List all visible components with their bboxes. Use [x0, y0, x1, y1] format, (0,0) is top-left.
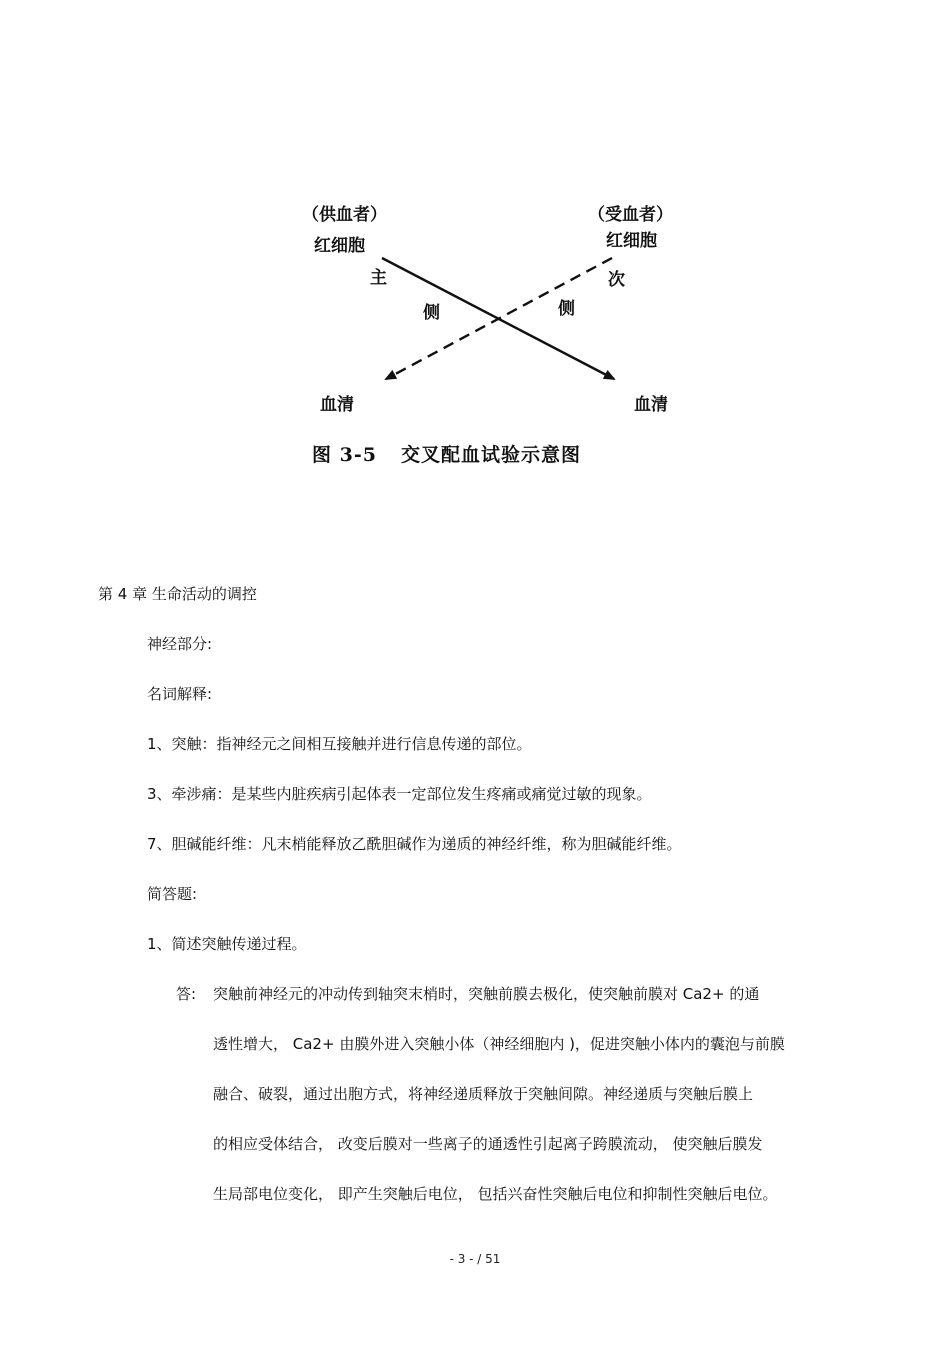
recipient-cells-label: 红细胞 — [606, 231, 657, 251]
chapter-title: 第 4 章 生命活动的调控 — [98, 585, 257, 603]
term-referred-pain: 3、牵涉痛：是某些内脏疾病引起体表一定部位发生疼痛或痛觉过敏的现象。 — [147, 785, 652, 803]
term-cholinergic-fiber: 7、胆碱能纤维：凡末梢能释放乙酰胆碱作为递质的神经纤维，称为胆碱能纤维。 — [147, 835, 682, 853]
crossmatch-figure — [290, 190, 710, 480]
answer-line: 生局部电位变化， 即产生突触后电位， 包括兴奋性突触后电位和抑制性突触后电位。 — [213, 1185, 778, 1203]
minor-label: 次 — [608, 270, 625, 290]
side-label-right: 侧 — [558, 299, 575, 319]
figure-caption — [312, 440, 581, 467]
side-label-left: 侧 — [423, 303, 440, 323]
figure-number: 图 3-5 — [312, 444, 377, 466]
major-label: 主 — [370, 268, 387, 288]
recipient-label: （受血者） — [588, 205, 673, 225]
donor-label: （供血者） — [302, 205, 387, 225]
answer-line: 融合、破裂，通过出胞方式，将神经递质释放于突触间隙。神经递质与突触后膜上 — [213, 1085, 754, 1103]
question-1: 1、简述突触传递过程。 — [147, 935, 307, 953]
answer-line: 透性增大， Ca2+ 由膜外进入突触小体（神经细胞内 )，促进突触小体内的囊泡与前膜 — [213, 1035, 785, 1053]
section-heading-neuro: 神经部分: — [147, 635, 213, 653]
answer-label: 答: — [176, 985, 197, 1003]
page-number: - 3 - / 51 — [449, 1252, 501, 1266]
section-heading-short-answer: 简答题: — [147, 885, 198, 903]
serum-label-left: 血清 — [320, 395, 354, 415]
figure-title: 交叉配血试验示意图 — [400, 444, 581, 466]
term-synapse: 1、突触：指神经元之间相互接触并进行信息传递的部位。 — [147, 735, 532, 753]
section-heading-terms: 名词解释: — [147, 685, 213, 703]
serum-label-right: 血清 — [634, 395, 668, 415]
answer-line: 突触前神经元的冲动传到轴突末梢时，突触前膜去极化，使突触前膜对 Ca2+ 的通 — [213, 985, 760, 1003]
answer-line: 的相应受体结合， 改变后膜对一些离子的通透性引起离子跨膜流动， 使突触后膜发 — [213, 1135, 763, 1153]
donor-cells-label: 红细胞 — [314, 236, 365, 256]
